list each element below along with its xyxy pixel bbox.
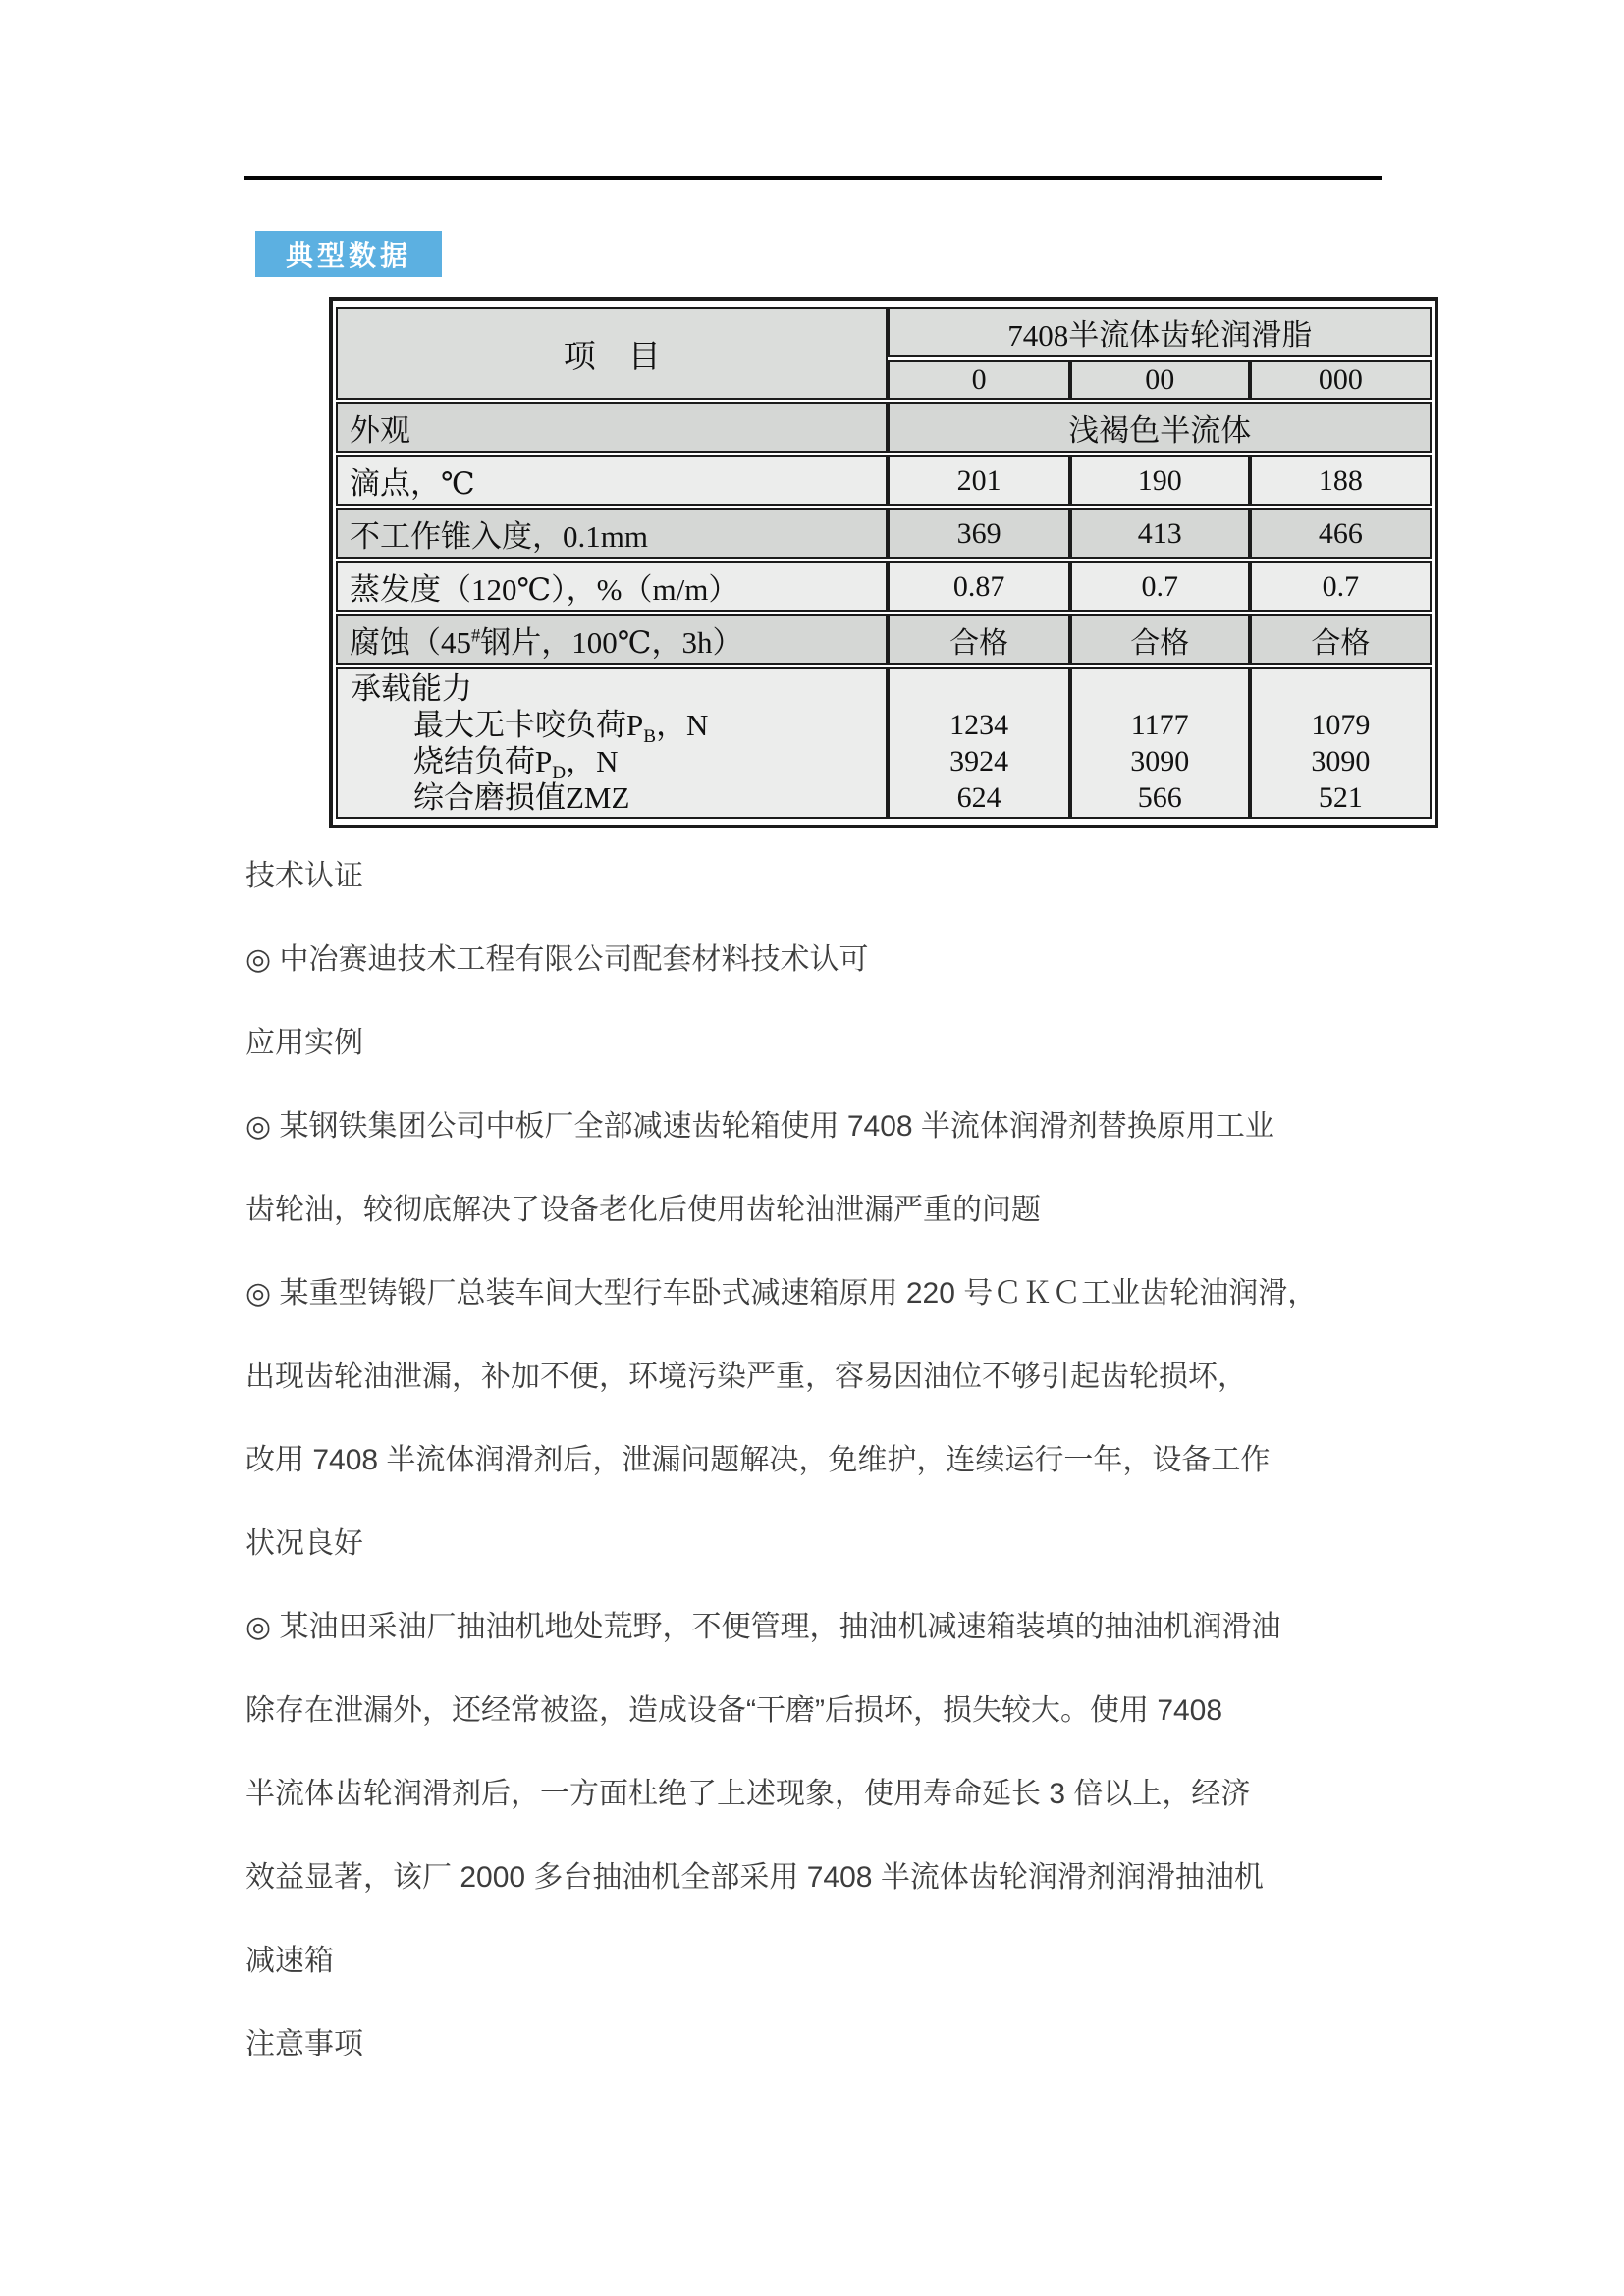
pb-value-0: 1234 [949,709,1009,741]
row-label-penetration: 不工作锥入度，0.1mm [336,508,888,559]
bullet-line-foundry: ◎ 某重型铸锻厂总装车间大型行车卧式减速箱原用 220 号ＣＫＣ工业齿轮油润滑， [245,1277,1318,1309]
load-capacity-values-00 [1070,667,1250,819]
pd-value-000: 3090 [1311,745,1371,777]
load-capacity-label-zmz: 综合磨损值ZMZ [413,780,630,815]
load-capacity-labels [336,667,888,819]
col-header-grade-0: 0 [888,360,1069,400]
row-label-corrosion: 腐蚀（45#钢片，100℃，3h） [336,614,888,665]
load-capacity-label-pb: 最大无卡咬负荷$P_B$，N [413,708,709,748]
corrosion-steel-grade-mark: # [471,625,481,647]
col-header-grade-000: 000 [1250,360,1432,400]
row-label-drop-point: 滴点，℃ [336,455,888,506]
header-rule [244,176,1382,180]
body-line-steel-plant-2: 齿轮油，较彻底解决了设备老化后使用齿轮油泄漏严重的问题 [245,1194,1041,1226]
penetration-000: 466 [1250,508,1432,559]
drop-point-00: 190 [1070,455,1250,506]
section-badge-label: 典型数据 [285,240,411,271]
evaporation-000: 0.7 [1250,561,1432,612]
corrosion-00: 合格 [1070,614,1250,665]
load-capacity-label-pd: 烧结负荷$P_D$，N [413,744,619,784]
body-line-oilfield-3: 半流体齿轮润滑剂后，一方面杜绝了上述现象，使用寿命延长 3 倍以上，经济 [245,1778,1251,1810]
bullet-line-steel-plant: ◎ 某钢铁集团公司中板厂全部减速齿轮箱使用 7408 半流体润滑剂替换原用工业 [245,1110,1274,1143]
zmz-value-0: 624 [956,781,1001,814]
corrosion-0: 合格 [888,614,1069,665]
evaporation-0: 0.87 [888,561,1069,612]
penetration-0: 369 [888,508,1069,559]
corrosion-000: 合格 [1250,614,1432,665]
table-row-appearance [336,402,1432,453]
body-line-foundry-3: 改用 7408 半流体润滑剂后，泄漏问题解决，免维护，连续运行一年，设备工作 [245,1444,1271,1476]
table-row-penetration [336,508,1432,559]
body-line-oilfield-2: 除存在泄漏外，还经常被盗，造成设备“干磨”后损坏，损失较大。使用 7408 [245,1694,1223,1727]
zmz-value-00: 566 [1137,781,1182,814]
section-badge-typical-data [255,231,442,277]
section-heading-tech-certification: 技术认证 [245,860,363,892]
section-heading-precautions: 注意事项 [245,2028,363,2060]
body-line-foundry-4: 状况良好 [245,1527,363,1560]
row-label-evaporation: 蒸发度（120℃），%（m/m） [336,561,888,612]
bullet-line-certification: ◎ 中冶赛迪技术工程有限公司配套材料技术认可 [245,943,869,976]
pd-value-00: 3090 [1130,745,1190,777]
typical-data-table [329,297,1438,828]
load-capacity-title: 承载能力 [351,671,472,706]
load-capacity-values-0 [888,667,1069,819]
body-line-oilfield-4: 效益显著，该厂 2000 多台抽油机全部采用 7408 半流体齿轮润滑剂润滑抽油机 [245,1861,1264,1894]
row-label-appearance: 外观 [336,402,888,453]
col-header-grade-00: 00 [1070,360,1250,400]
appearance-value: 浅褐色半流体 [888,402,1432,453]
pd-value-0: 3924 [949,745,1009,777]
body-line-foundry-2: 出现齿轮油泄漏，补加不便，环境污染严重，容易因油位不够引起齿轮损坏， [245,1361,1247,1393]
pb-value-000: 1079 [1311,709,1371,741]
bullet-line-oilfield: ◎ 某油田采油厂抽油机地处荒野，不便管理，抽油机减速箱装填的抽油机润滑油 [245,1611,1281,1643]
evaporation-00: 0.7 [1070,561,1250,612]
table-row-evaporation [336,561,1432,612]
table-row-drop-point [336,455,1432,506]
body-line-oilfield-5: 减速箱 [245,1945,334,1977]
pb-value-00: 1177 [1130,709,1189,741]
drop-point-000: 188 [1250,455,1432,506]
zmz-value-000: 521 [1318,781,1363,814]
body-text [245,834,1394,2086]
penetration-00: 413 [1070,508,1250,559]
col-header-product: 7408半流体齿轮润滑脂 [888,307,1432,357]
drop-point-0: 201 [888,455,1069,506]
table-header-row-1 [336,307,1432,357]
col-header-item: 项 目 [336,307,888,400]
section-heading-application-examples: 应用实例 [245,1027,363,1059]
table-row-load-capacity [336,667,1432,819]
table-row-corrosion [336,614,1432,665]
load-capacity-values-000 [1250,667,1432,819]
